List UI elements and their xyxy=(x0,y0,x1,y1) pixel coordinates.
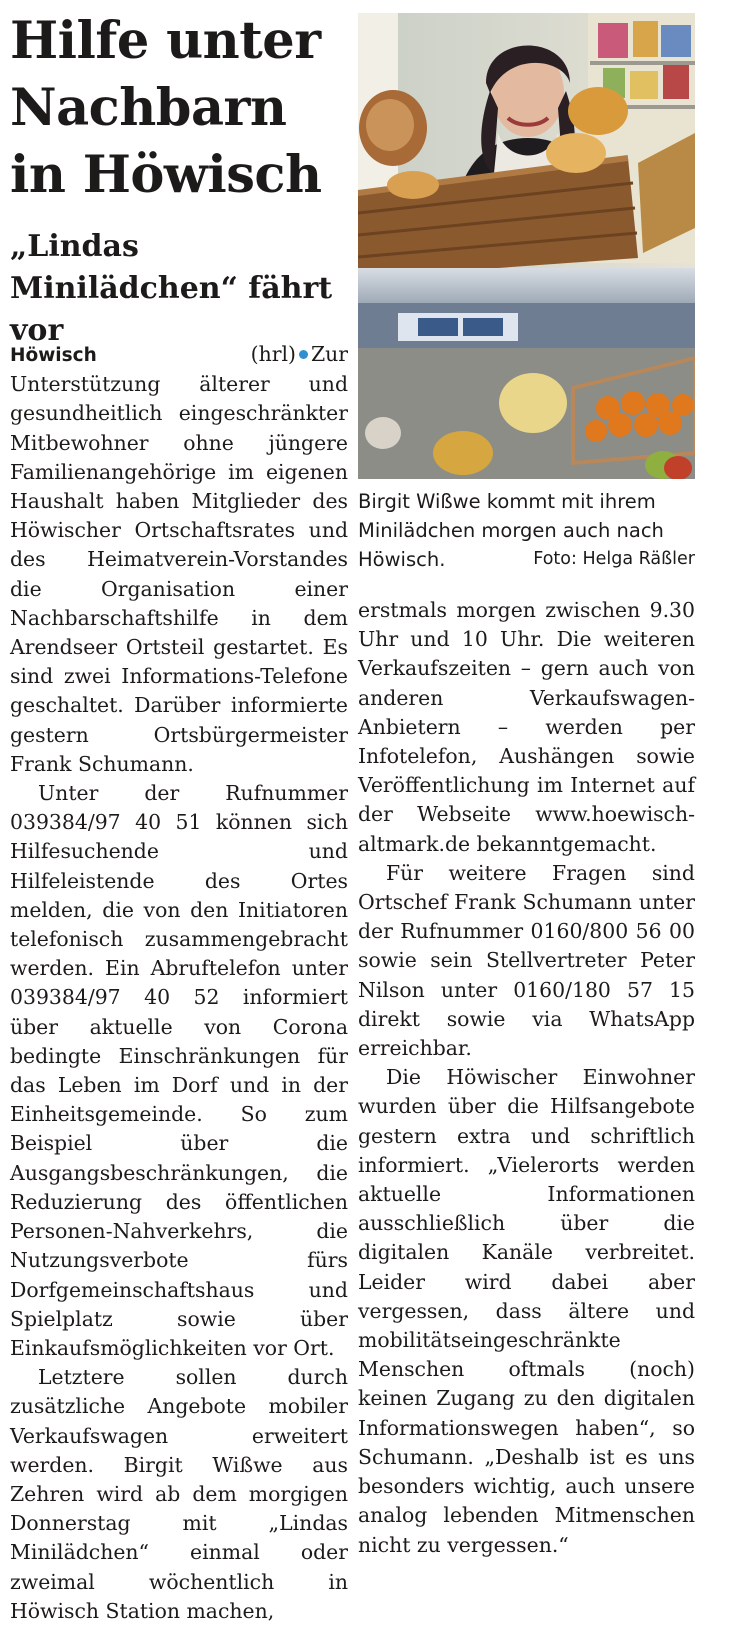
article-column-2 xyxy=(358,596,695,1560)
paragraph-3: Letztere sollen durch zusätzliche Angebote mobiler Verkaufswagen erweitert werden. Birgit Wißwe aus Zehren wird ab dem morgigen Donnerstag mit „Lindas Minilädchen“ einmal oder zweimal wöchentlich in Höwisch Station machen, xyxy=(10,1365,348,1623)
subheadline: „Lindas Minilädchen“ fährt vor xyxy=(10,229,333,348)
paragraph-4: erstmals morgen zwischen 9.30 Uhr und 10 Uhr. Die weiteren Verkaufszeiten – gern auch von anderen Verkaufswagen-Anbietern – werden per Infotelefon, Aushängen sowie Veröffentlichung im Internet auf der Webseite www.hoewisch-altmark.de bekanntgemacht. xyxy=(358,598,695,856)
vendor-photo-illustration xyxy=(358,13,695,479)
dateline-dot-icon xyxy=(299,350,308,359)
headline: Hilfe unter Nachbarn in Höwisch xyxy=(10,11,322,205)
photo-credit: Foto: Helga Räßler xyxy=(533,549,695,569)
author-tag: (hrl) xyxy=(250,342,296,366)
photo-caption: Birgit Wißwe kommt mit ihrem Minilädchen morgen auch nach Höwisch. xyxy=(358,490,664,571)
photo-caption-block xyxy=(358,487,695,574)
dateline: Höwisch xyxy=(10,345,97,366)
paragraph-6: Die Höwischer Einwohner wurden über die Hilfsangebote gestern extra und schriftlich informiert. „Vielerorts werden aktuelle Informationen ausschließlich über die digitalen Kanäle verbreitet. Leider wird dabei aber vergessen, dass ältere und mobilitätseingeschränkte Menschen oftmals (noch) keinen Zugang zu den digitalen Informationswegen haben“, so Schumann. „Deshalb ist es uns besonders wichtig, auch unsere analog lebenden Mitmenschen nicht zu vergessen.“ xyxy=(358,1065,695,1557)
article-column-1 xyxy=(10,340,348,1626)
lead-paragraph xyxy=(10,340,348,779)
paragraph-2: Unter der Rufnummer 039384/97 40 51 können sich Hilfesuchende und Hilfeleistende des Ortes melden, die von den Initiatoren telefonisch zusammengebracht werden. Ein Abruftelefon unter 039384/97 40 52 informiert über aktuelle von Corona bedingte Einschränkungen für das Leben im Dorf und in der Einheitsgemeinde. So zum Beispiel über die Ausgangsbeschränkungen, die Reduzierung des öffentlichen Personen-Nahverkehrs, die Nutzungsverbote fürs Dorfgemeinschaftshaus und Spielplatz sowie über Einkaufsmöglichkeiten vor Ort. xyxy=(10,781,348,1360)
vendor-photo xyxy=(358,13,695,479)
paragraph-5: Für weitere Fragen sind Ortschef Frank Schumann unter der Rufnummer 0160/800 56 00 sowie sein Stellvertreter Peter Nilson unter 0160/180 57 15 direkt sowie via WhatsApp erreichbar. xyxy=(358,860,695,1061)
lead-text: Zur Unterstützung älterer und gesundheitlich eingeschränkter Mitbewohner ohne jüngere Familienangehörige im eigenen Haushalt haben Mitglieder des Höwischer Ortschaftsrates und des Heimatverein-Vorstandes die Organisation einer Nachbarschaftshilfe in dem Arendseer Ortsteil gestartet. Es sind zwei Informations-Telefone geschaltet. Darüber informierte gestern Ortsbürgermeister Frank Schumann. xyxy=(10,342,348,776)
